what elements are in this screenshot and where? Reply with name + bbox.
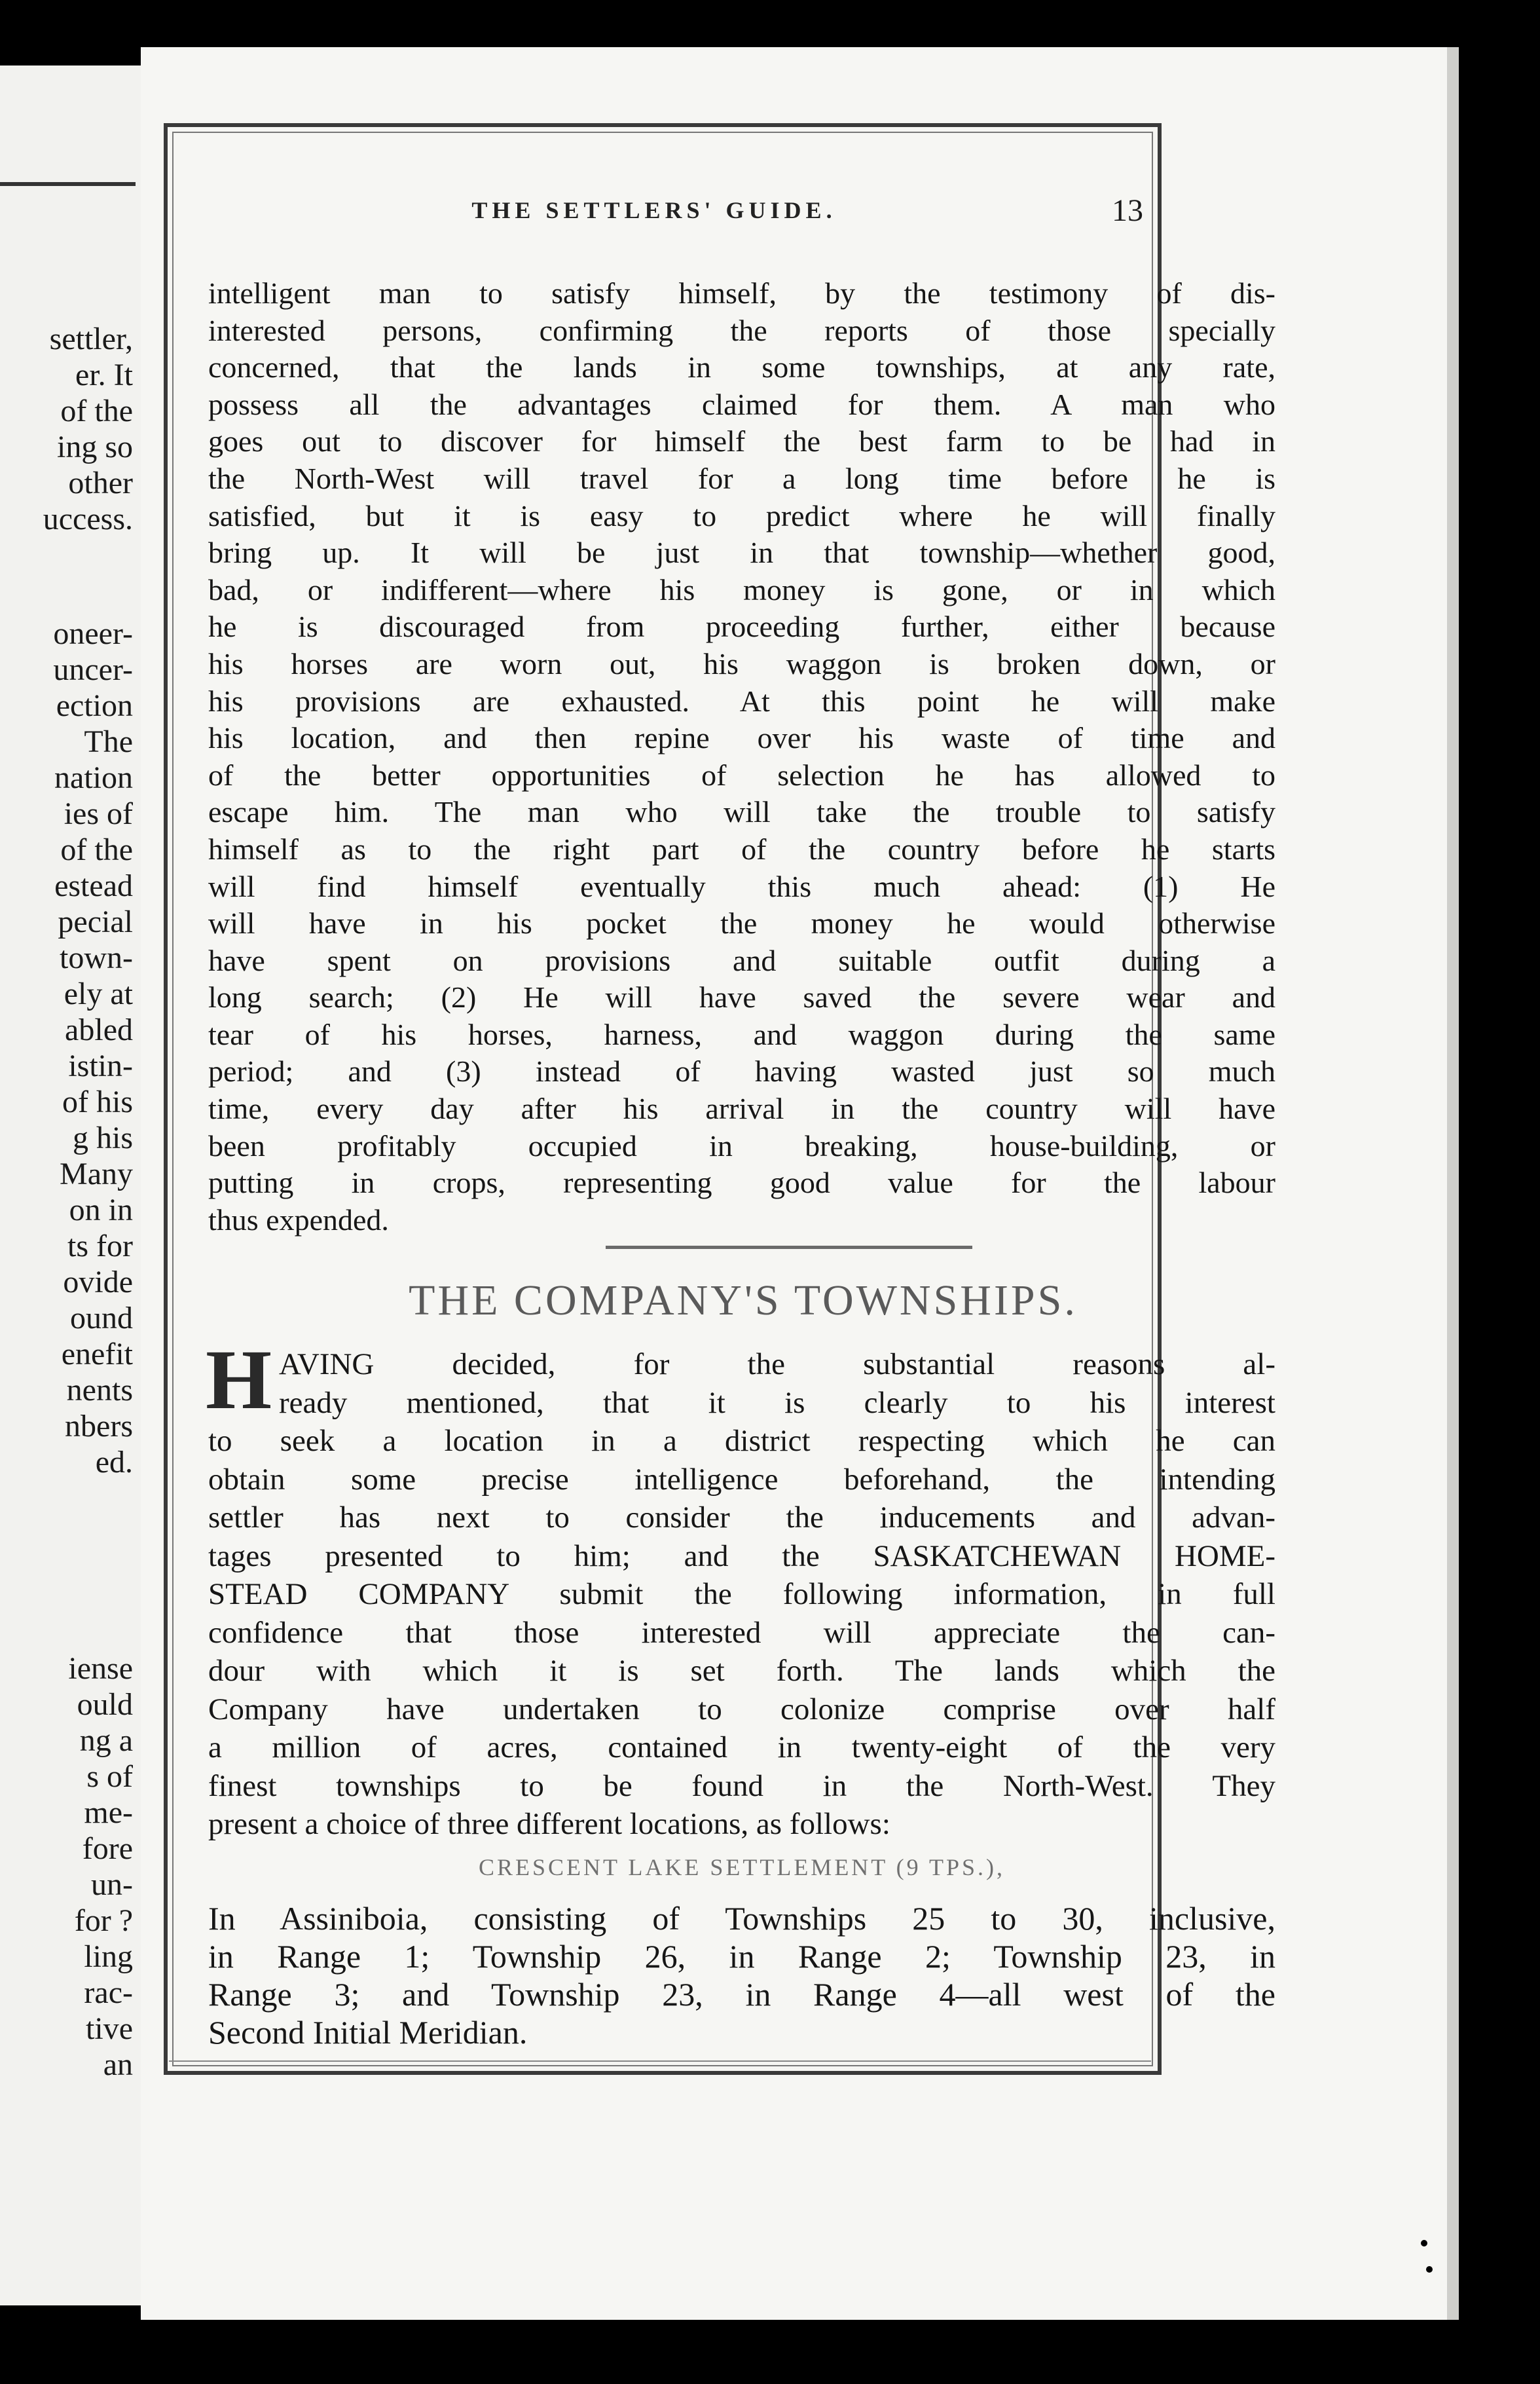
text-line: interested persons, confirming the reports of those specially bbox=[208, 313, 1275, 347]
text-line: possess all the advantages claimed for them. A man who bbox=[208, 387, 1275, 421]
text-line: satisfied, but it is easy to predict where he will finally bbox=[208, 498, 1275, 532]
text-line: escape him. The man who will take the trouble to satisfy bbox=[208, 795, 1275, 829]
page-number: 13 bbox=[1112, 193, 1143, 228]
text-line: Second Initial Meridian. bbox=[208, 2014, 528, 2051]
section-heading: THE COMPANY'S TOWNSHIPS. bbox=[409, 1276, 1078, 1324]
previous-page-line: rac- bbox=[84, 1975, 133, 2010]
previous-page-line: uccess. bbox=[43, 502, 133, 536]
text-line: been profitably occupied in breaking, house-building, or bbox=[208, 1128, 1275, 1163]
running-title: THE SETTLERS' GUIDE. bbox=[471, 197, 837, 223]
previous-page-line: ection bbox=[56, 688, 133, 723]
text-line: a million of acres, contained in twenty-eight of the very bbox=[208, 1730, 1275, 1764]
previous-page-line: nation bbox=[54, 760, 133, 795]
previous-page-line: ound bbox=[70, 1301, 133, 1335]
previous-page-line: on in bbox=[69, 1193, 133, 1227]
body-paragraph-1 bbox=[208, 275, 1275, 1239]
text-line: thus expended. bbox=[208, 1202, 389, 1237]
previous-page-line: iense bbox=[68, 1651, 133, 1686]
text-line: Company have undertaken to colonize comprise over half bbox=[208, 1692, 1275, 1726]
text-line: finest townships to be found in the North-West. They bbox=[208, 1768, 1275, 1803]
previous-page-line: an bbox=[103, 2047, 133, 2082]
scan-speck bbox=[1426, 2266, 1433, 2273]
text-line: bad, or indifferent—where his money is gone, or in which bbox=[208, 572, 1275, 606]
text-line: intelligent man to satisfy himself, by the testimony of dis- bbox=[208, 276, 1275, 310]
previous-page-line: ing so bbox=[56, 430, 133, 464]
text-line: STEAD COMPANY submit the following information, in full bbox=[208, 1577, 1275, 1611]
previous-page-line: tive bbox=[86, 2011, 133, 2046]
bottom-rule bbox=[169, 2060, 1151, 2062]
section-divider-rule bbox=[606, 1246, 972, 1249]
text-line: putting in crops, representing good value for the labour bbox=[208, 1166, 1275, 1200]
previous-page-line: s of bbox=[86, 1759, 133, 1794]
running-head bbox=[165, 193, 1143, 236]
previous-page-line: me- bbox=[84, 1795, 133, 1830]
text-line: of the better opportunities of selection he has allowed to bbox=[208, 758, 1275, 792]
previous-page-line: ies of bbox=[64, 796, 133, 831]
subsection-heading: CRESCENT LAKE SETTLEMENT (9 TPS.), bbox=[478, 1854, 1006, 1880]
previous-page-line: abled bbox=[65, 1013, 133, 1047]
text-line: concerned, that the lands in some townships, at any rate, bbox=[208, 350, 1275, 384]
page-edge-shadow bbox=[1447, 47, 1459, 2320]
previous-page-line: er. It bbox=[75, 358, 133, 392]
text-line: tages presented to him; and the SASKATCHEWAN HOME- bbox=[208, 1538, 1275, 1573]
previous-page-line: nbers bbox=[65, 1409, 133, 1443]
previous-page-line: ely at bbox=[64, 977, 133, 1011]
text-line: will find himself eventually this much ahead: (1) He bbox=[208, 869, 1275, 903]
text-line: will have in his pocket the money he would otherwise bbox=[208, 906, 1275, 941]
previous-page-line: g his bbox=[72, 1121, 133, 1155]
text-line: he is discouraged from proceeding further, either because bbox=[208, 610, 1275, 644]
body-paragraph-3 bbox=[208, 1899, 1275, 2051]
previous-page-line: estead bbox=[54, 868, 133, 903]
previous-page-line: un- bbox=[91, 1867, 133, 1902]
text-line: to seek a location in a district respecting which he can bbox=[208, 1424, 1275, 1458]
previous-page-line: fore bbox=[82, 1831, 133, 1866]
text-line: AVING decided, for the substantial reasons al- bbox=[279, 1347, 1275, 1381]
previous-page-line: ling bbox=[84, 1939, 133, 1974]
previous-page-edge bbox=[0, 65, 145, 2305]
text-line: settler has next to consider the inducements and advan- bbox=[208, 1500, 1275, 1535]
previous-page-line: istin- bbox=[68, 1049, 133, 1083]
text-line: bring up. It will be just in that township—whether good, bbox=[208, 536, 1275, 570]
text-line: time, every day after his arrival in the country will have bbox=[208, 1092, 1275, 1126]
previous-page-line: ed. bbox=[95, 1445, 133, 1480]
previous-page-line: for ? bbox=[74, 1903, 133, 1938]
previous-page-line: of the bbox=[60, 394, 133, 428]
text-line: Range 3; and Township 23, in Range 4—all west of the bbox=[208, 1976, 1275, 2013]
previous-page-line: Many bbox=[60, 1157, 133, 1191]
previous-page-line: ng a bbox=[79, 1723, 133, 1758]
text-line: long search; (2) He will have saved the severe wear and bbox=[208, 980, 1275, 1015]
text-line: period; and (3) instead of having wasted just so much bbox=[208, 1054, 1275, 1089]
previous-page-line: oneer- bbox=[53, 616, 133, 651]
text-line: confidence that those interested will appreciate the can- bbox=[208, 1615, 1275, 1650]
previous-page-line: ovide bbox=[63, 1265, 133, 1299]
previous-page-line: pecial bbox=[58, 904, 133, 939]
previous-page-line: other bbox=[68, 466, 133, 500]
text-line: present a choice of three different locations, as follows: bbox=[208, 1807, 890, 1841]
text-line: In Assiniboia, consisting of Townships 25 to 30, inclusive, bbox=[208, 1900, 1275, 1937]
text-line: ready mentioned, that it is clearly to his interest bbox=[279, 1385, 1275, 1420]
text-line: tear of his horses, harness, and waggon during the same bbox=[208, 1017, 1275, 1051]
previous-page-line: nents bbox=[66, 1373, 133, 1407]
drop-cap-letter: H bbox=[206, 1333, 272, 1427]
text-line: goes out to discover for himself the best farm to be had in bbox=[208, 424, 1275, 458]
previous-page-rule bbox=[0, 182, 136, 186]
previous-page-line: town- bbox=[60, 941, 133, 975]
previous-page-line: of the bbox=[60, 832, 133, 867]
text-line: obtain some precise intelligence beforehand, the intending bbox=[208, 1462, 1275, 1497]
text-line: the North-West will travel for a long time before he is bbox=[208, 461, 1275, 495]
text-line: in Range 1; Township 26, in Range 2; Township 23, in bbox=[208, 1938, 1275, 1975]
text-line: dour with which it is set forth. The lands which the bbox=[208, 1654, 1275, 1688]
body-paragraph-2 bbox=[208, 1345, 1275, 1844]
previous-page-line: of his bbox=[62, 1085, 133, 1119]
text-line: his provisions are exhausted. At this point he will make bbox=[208, 684, 1275, 718]
scan-speck bbox=[1421, 2240, 1427, 2246]
text-line: have spent on provisions and suitable outfit during a bbox=[208, 943, 1275, 977]
previous-page-line: The bbox=[84, 724, 133, 759]
previous-page-line: ts for bbox=[67, 1229, 133, 1263]
text-line: his location, and then repine over his waste of time and bbox=[208, 721, 1275, 755]
text-line: his horses are worn out, his waggon is broken down, or bbox=[208, 646, 1275, 680]
text-line: himself as to the right part of the country before he starts bbox=[208, 832, 1275, 866]
previous-page-line: uncer- bbox=[53, 652, 133, 687]
previous-page-line: enefit bbox=[61, 1337, 133, 1371]
previous-page-line: ould bbox=[77, 1687, 133, 1722]
previous-page-line: settler, bbox=[49, 322, 133, 356]
